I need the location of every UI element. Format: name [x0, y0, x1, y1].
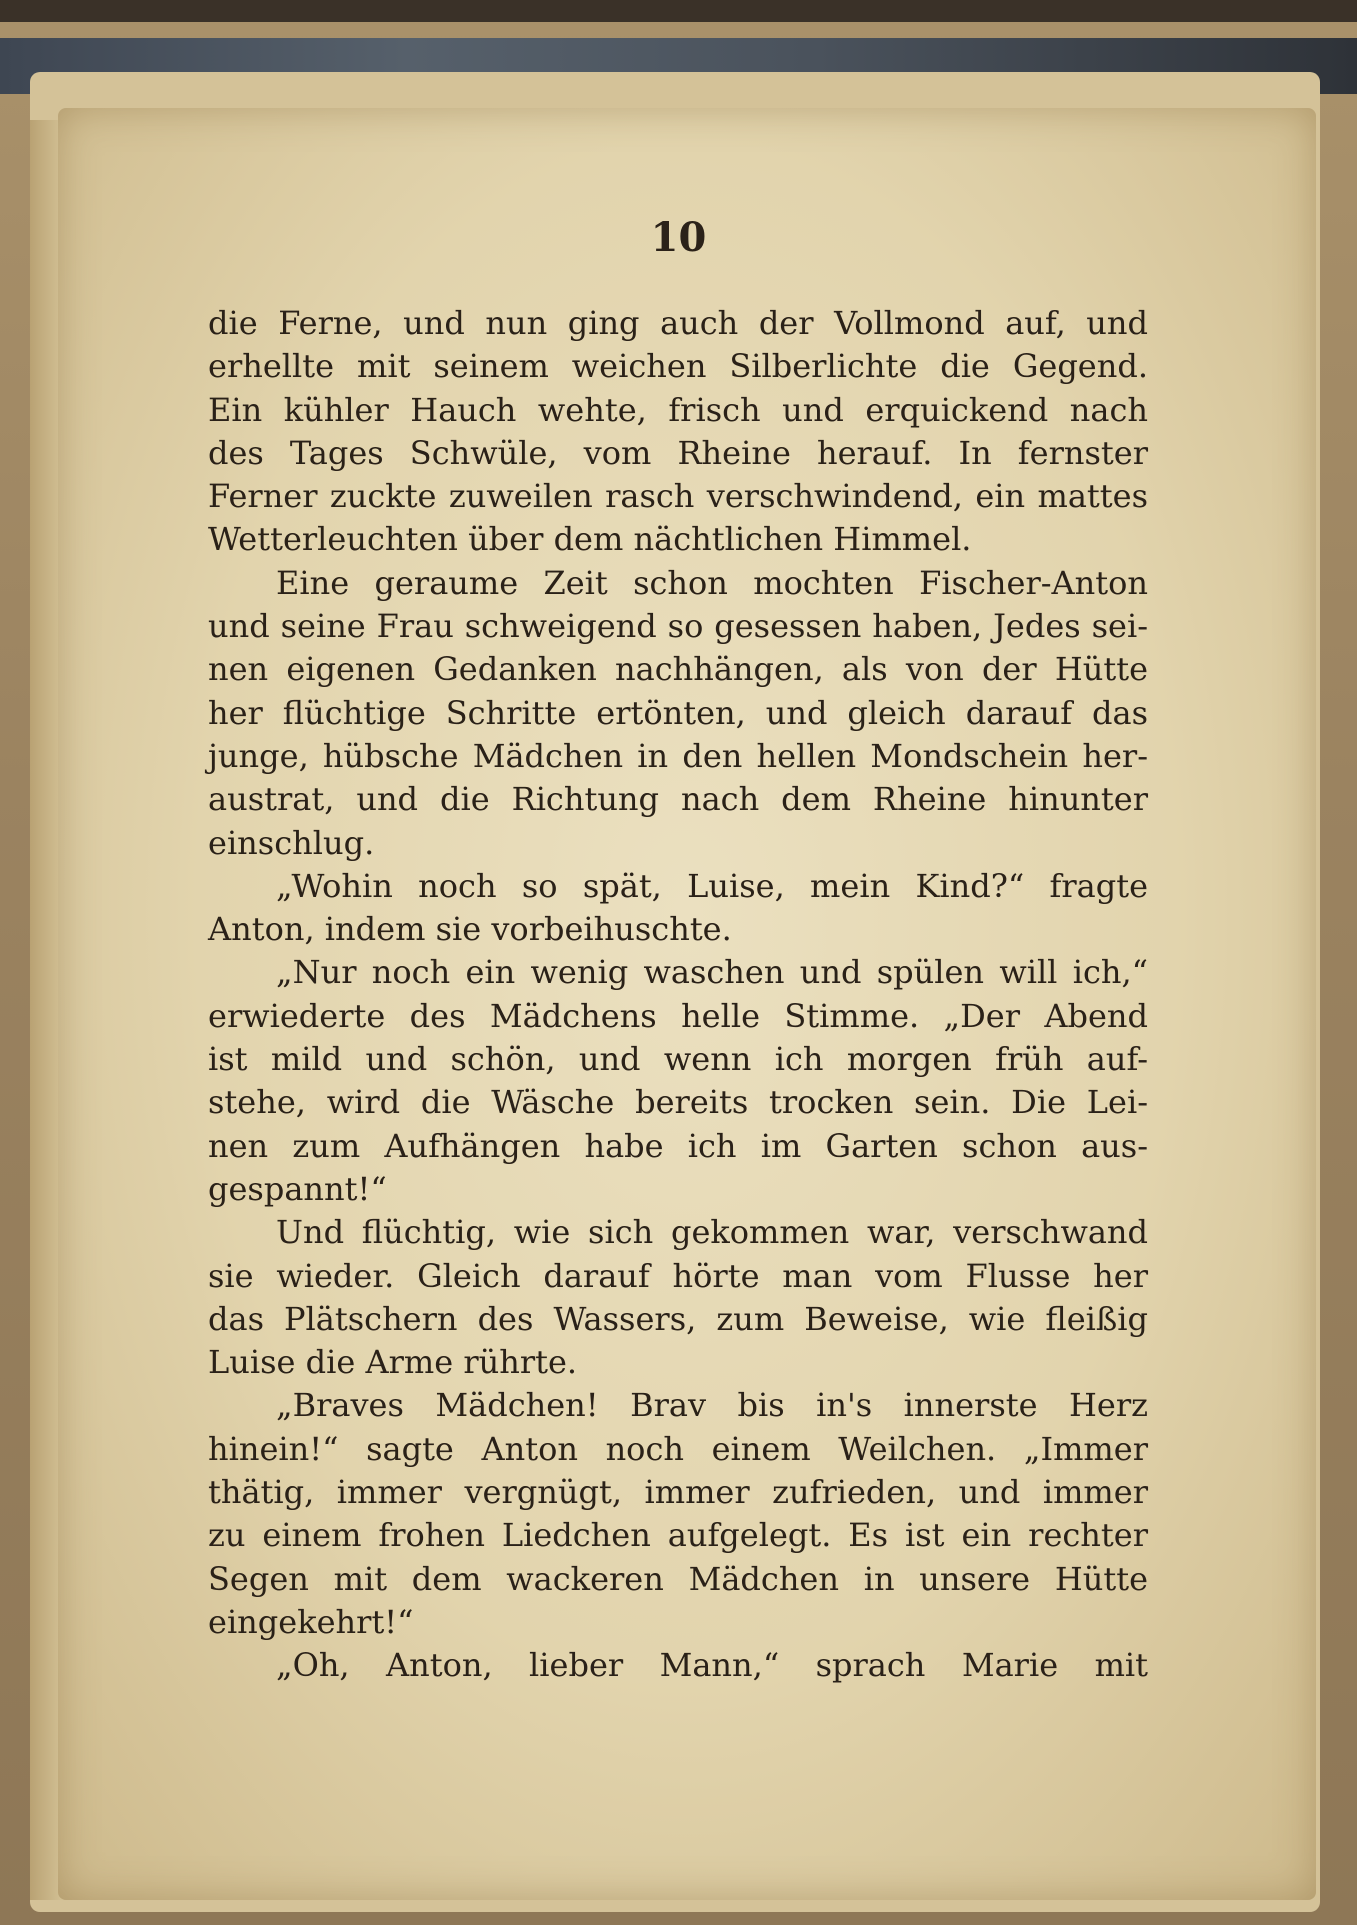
text-line: erhellte mit seinem weichen Silberlichte die Gegend.	[208, 347, 1148, 386]
body-text	[208, 302, 1148, 1688]
text-line: Ferner zuckte zuweilen rasch verschwindend, ein mattes	[208, 477, 1148, 516]
text-line: junge, hübsche Mädchen in den hellen Mondschein her-	[208, 736, 1148, 775]
text-line: Und flüchtig, wie sich gekommen war, verschwand	[276, 1213, 1148, 1252]
text-line: des Tages Schwüle, vom Rheine herauf. In fernster	[208, 433, 1148, 472]
text-line: nen eigenen Gedanken nachhängen, als von der Hütte	[208, 650, 1148, 689]
text-line: austrat, und die Richtung nach dem Rheine hinunter	[208, 780, 1148, 819]
text-line: die Ferne, und nun ging auch der Vollmond auf, und	[208, 304, 1148, 342]
text-line: ist mild und schön, und wenn ich morgen früh auf-	[208, 1040, 1148, 1079]
text-line: gespannt!“	[208, 1169, 387, 1208]
text-line: einschlug.	[208, 823, 375, 862]
text-line: zu einem frohen Liedchen aufgelegt. Es ist ein rechter	[208, 1516, 1148, 1555]
text-line: erwiederte des Mädchens helle Stimme. „Der Abend	[208, 996, 1148, 1035]
text-line: stehe, wird die Wäsche bereits trocken sein. Die Lei-	[208, 1083, 1148, 1122]
text-line: „Nur noch ein wenig waschen und spülen will ich,“	[276, 953, 1148, 992]
text-line: her flüchtige Schritte ertönten, und gleich darauf das	[208, 693, 1148, 732]
text-line: Wetterleuchten über dem nächtlichen Himmel.	[208, 520, 972, 559]
text-line: das Plätschern des Wassers, zum Beweise, wie fleißig	[208, 1299, 1148, 1338]
text-line: „Wohin noch so spät, Luise, mein Kind?“ fragte	[276, 866, 1148, 905]
text-line: und seine Frau schweigend so gesessen haben, Jedes sei-	[208, 607, 1148, 646]
text-line: „Braves Mädchen! Brav bis in's innerste Herz	[276, 1386, 1148, 1425]
text-line: Anton, indem sie vorbeihuschte.	[208, 910, 732, 949]
text-line: sie wieder. Gleich darauf hörte man vom Flusse her	[208, 1256, 1148, 1295]
text-line: eingekehrt!“	[208, 1602, 414, 1641]
text-line: „Oh, Anton, lieber Mann,“ sprach Marie mit	[276, 1646, 1148, 1685]
text-line: Luise die Arme rührte.	[208, 1343, 578, 1382]
text-line: hinein!“ sagte Anton noch einem Weilchen. „Immer	[208, 1429, 1148, 1468]
text-line: thätig, immer vergnügt, immer zufrieden, und immer	[208, 1473, 1148, 1512]
text-line: Ein kühler Hauch wehte, frisch und erquickend nach	[208, 390, 1148, 429]
text-line: Eine geraume Zeit schon mochten Fischer-Anton	[276, 563, 1148, 602]
text-line: Segen mit dem wackeren Mädchen in unsere Hütte	[208, 1559, 1148, 1598]
page-number: 10	[650, 214, 707, 261]
text-line: nen zum Aufhängen habe ich im Garten schon aus-	[208, 1126, 1148, 1165]
